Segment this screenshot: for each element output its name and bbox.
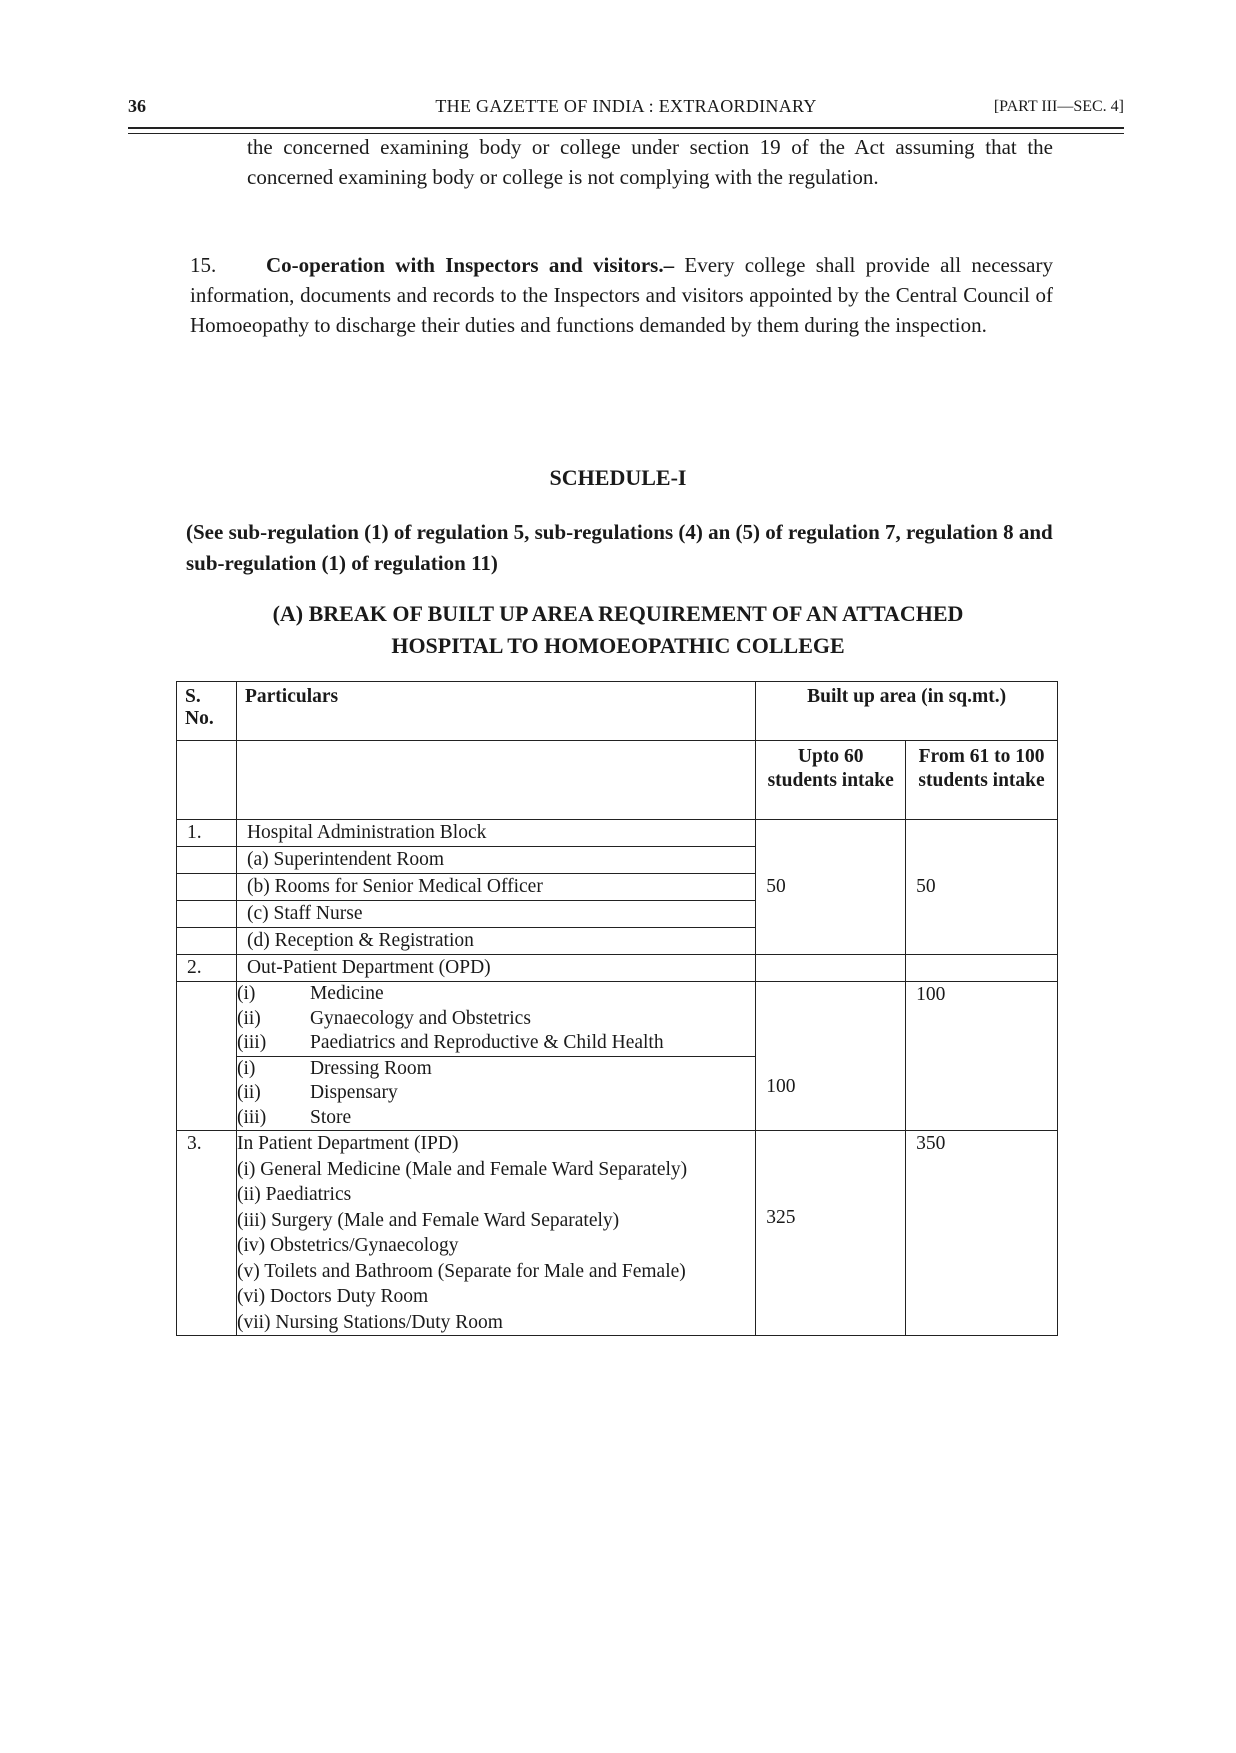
header-sno: S. No. — [177, 682, 237, 741]
table-row — [177, 982, 1058, 1057]
schedule-title: SCHEDULE-I — [549, 465, 687, 490]
ipd-cell — [236, 1131, 755, 1336]
page-number: 36 — [128, 96, 146, 116]
list-item: (iii) Paediatrics and Reproductive & Child Health — [236, 1032, 664, 1053]
row-title: Hospital Administration Block — [237, 820, 755, 847]
paragraph-15 — [190, 250, 1053, 340]
opd-group-2 — [236, 1056, 755, 1131]
header-rule — [128, 127, 1124, 129]
list-item: (i) Medicine — [236, 983, 384, 1004]
paragraph-number: 15. — [190, 253, 217, 277]
paragraph-text: Every college shall provide all necessary information, documents and records to the Inspectors and visitors appointed by the Central Council of Homoeopathy to discharge their duties and functions demanded by them during the inspection. — [190, 253, 1053, 337]
row-item: (c) Staff Nurse — [237, 901, 755, 928]
row-61-to-100: 50 — [906, 820, 1058, 955]
list-item: (iii) Surgery (Male and Female Ward Separately) — [236, 1209, 620, 1231]
table-header-row — [177, 682, 1058, 741]
list-item: (ii) Paediatrics — [236, 1184, 352, 1205]
header-61-to-100: From 61 to 100 students intake — [906, 741, 1058, 820]
list-item: (vi) Doctors Duty Room — [236, 1286, 429, 1307]
schedule-reference: (See sub-regulation (1) of regulation 5, sub-regulations (4) an (5) of regulation 7, regulation 8 and sub-regulation (1) of regulation 11) — [186, 520, 1053, 575]
row-sno: 2. — [177, 955, 237, 982]
header-particulars: Particulars — [236, 682, 755, 741]
page-header — [128, 96, 1124, 126]
row-sno: 1. — [177, 820, 236, 847]
row-title: Out-Patient Department (OPD) — [236, 955, 755, 982]
row-61-to-100: 100 — [906, 982, 1058, 1131]
header-built-up-area: Built up area (in sq.mt.) — [756, 682, 1058, 741]
row-upto-60: 100 — [756, 982, 906, 1131]
row-title: In Patient Department (IPD) — [236, 1133, 459, 1154]
built-up-area-table — [176, 681, 1058, 1336]
gazette-title: THE GAZETTE OF INDIA : EXTRAORDINARY — [435, 96, 817, 116]
part-section: [PART III—SEC. 4] — [993, 98, 1124, 115]
list-item: (i) General Medicine (Male and Female Ward Separately) — [236, 1158, 688, 1180]
row-item: (a) Superintendent Room — [237, 847, 755, 874]
table-row — [177, 955, 1058, 982]
list-item: (ii) Dispensary — [236, 1082, 398, 1103]
opd-group-1 — [236, 982, 755, 1057]
continued-paragraph: the concerned examining body or college under section 19 of the Act assuming that the concerned examining body or college is not complying with the regulation. — [247, 135, 1053, 189]
list-item: (iii) Store — [236, 1106, 352, 1128]
list-item: (vii) Nursing Stations/Duty Room — [236, 1311, 503, 1333]
table-row — [177, 1131, 1058, 1336]
list-item: (v) Toilets and Bathroom (Separate for Male and Female) — [236, 1260, 686, 1282]
row-item: (b) Rooms for Senior Medical Officer — [237, 874, 755, 901]
row-upto-60: 325 — [756, 1131, 906, 1336]
table-subheader-row — [177, 741, 1058, 820]
row-upto-60: 50 — [756, 820, 906, 955]
row-sno: 3. — [177, 1131, 237, 1336]
row-item: (d) Reception & Registration — [246, 930, 474, 951]
list-item: (i) Dressing Room — [236, 1057, 432, 1079]
section-heading — [0, 598, 1236, 662]
paragraph-heading: Co-operation with Inspectors and visitors.– — [266, 253, 675, 277]
header-upto-60: Upto 60 students intake — [756, 741, 906, 820]
row-61-to-100: 350 — [906, 1131, 1058, 1336]
list-item: (ii) Gynaecology and Obstetrics — [236, 1007, 531, 1029]
section-heading-line-2: HOSPITAL TO HOMOEOPATHIC COLLEGE — [391, 633, 845, 658]
table-row — [177, 820, 1058, 955]
section-heading-line-1: (A) BREAK OF BUILT UP AREA REQUIREMENT OF AN ATTACHED — [272, 601, 964, 626]
list-item: (iv) Obstetrics/Gynaecology — [236, 1235, 459, 1256]
